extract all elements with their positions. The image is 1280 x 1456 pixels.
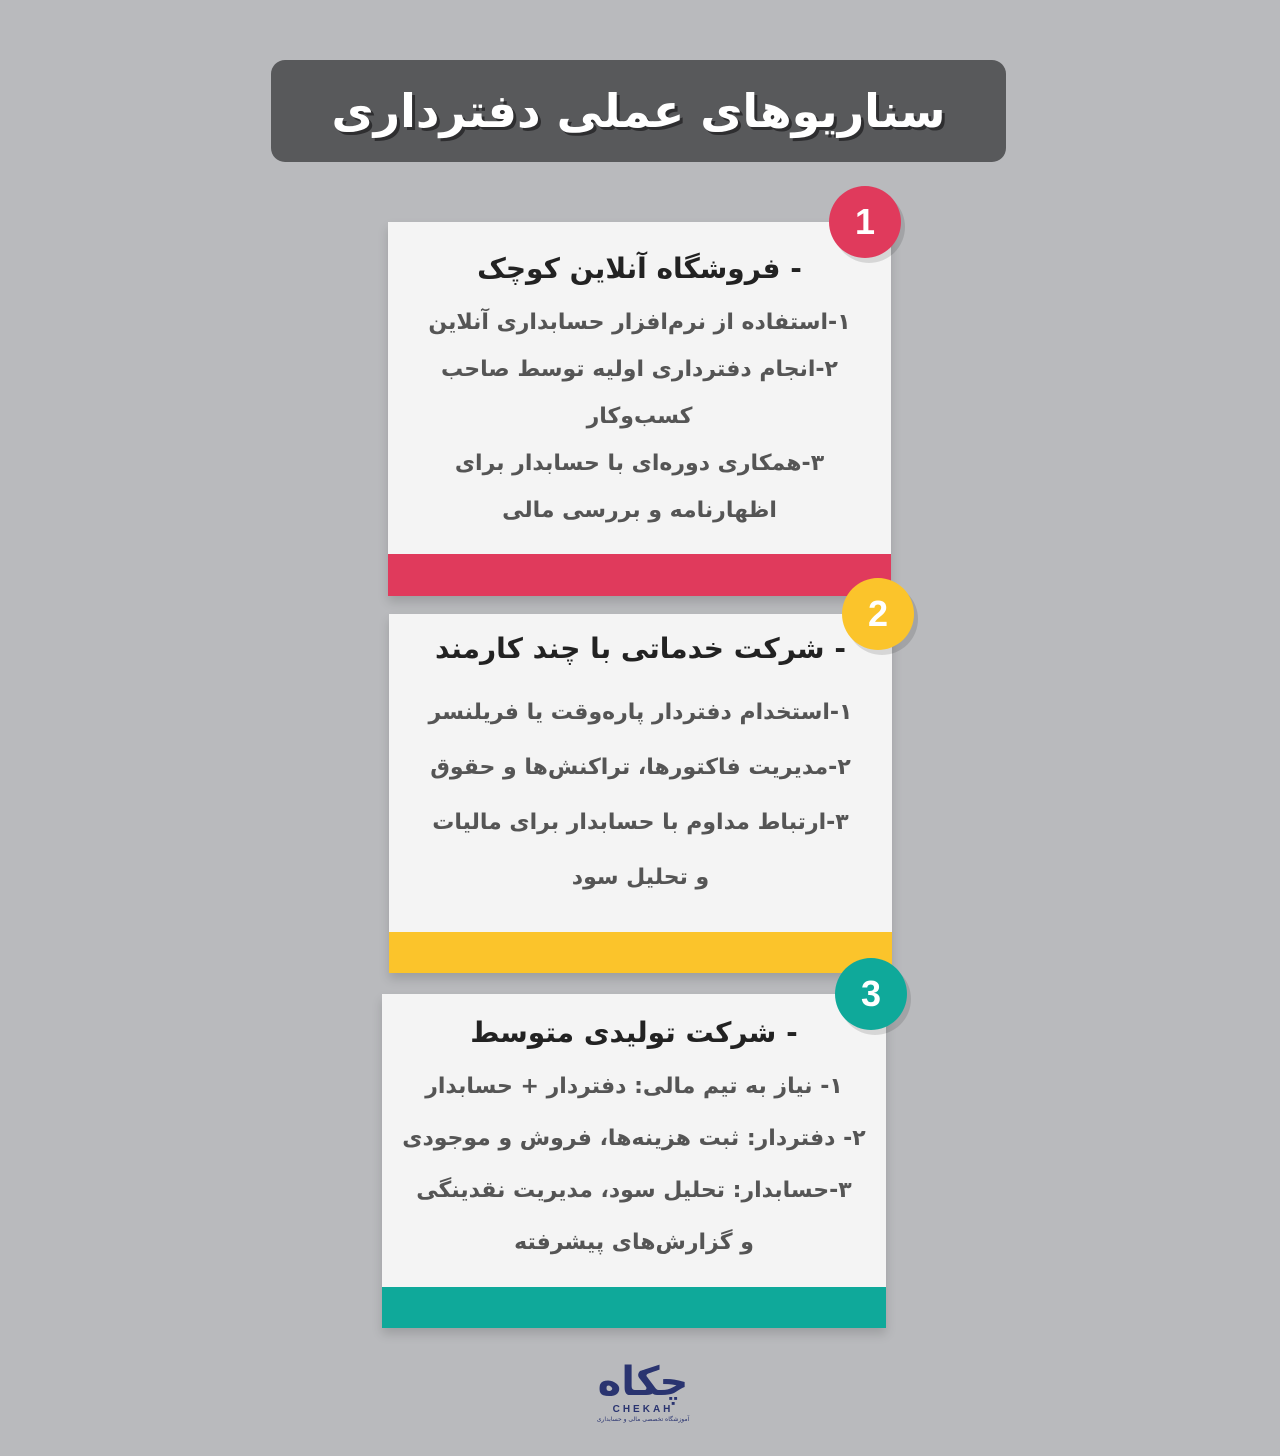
scenario-line: ۱-استخدام دفتردار پاره‌وقت یا فریلنسر	[428, 700, 853, 725]
scenario-line: و تحلیل سود	[571, 865, 710, 890]
scenario-line: ۳-حسابدار: تحلیل سود، مدیریت نقدینگی	[416, 1178, 852, 1203]
scenario-card-3	[382, 994, 886, 1328]
title-banner	[271, 60, 1006, 162]
number-badge-2: 2	[842, 578, 914, 650]
scenario-content	[390, 1016, 878, 1269]
number-badge-1: 1	[829, 186, 901, 258]
scenario-line: ۲-انجام دفترداری اولیه توسط صاحب	[441, 357, 838, 382]
scenario-heading: - فروشگاه آنلاین کوچک	[477, 252, 802, 285]
logo-latin-name: CHEKAH	[612, 1404, 674, 1415]
scenario-content	[403, 632, 878, 905]
scenario-heading: - شرکت خدماتی با چند کارمند	[435, 632, 846, 665]
scenario-card-1	[388, 222, 891, 596]
brand-logo	[578, 1360, 708, 1426]
scenario-line: ۱-استفاده از نرم‌افزار حسابداری آنلاین	[428, 310, 851, 335]
accent-strip	[389, 932, 892, 973]
scenario-line: ۲-مدیریت فاکتورها، تراکنش‌ها و حقوق	[430, 755, 851, 780]
scenario-line: ۳-ارتباط مداوم با حسابدار برای مالیات	[432, 810, 849, 835]
accent-strip	[388, 554, 891, 596]
scenario-card-2	[389, 614, 892, 973]
scenario-line: و گزارش‌های پیشرفته	[514, 1230, 754, 1255]
accent-strip	[382, 1287, 886, 1328]
number-badge-3: 3	[835, 958, 907, 1030]
scenario-line: ۱- نیاز به تیم مالی: دفتردار + حسابدار	[425, 1074, 843, 1099]
page-title: سناریوهای عملی دفترداری	[331, 84, 946, 138]
logo-wordmark: چکاه	[597, 1359, 689, 1405]
scenario-line: کسب‌وکار	[586, 404, 693, 429]
scenario-line: ۲- دفتردار: ثبت هزینه‌ها، فروش و موجودی	[402, 1126, 866, 1151]
scenario-line: اظهارنامه و بررسی مالی	[502, 498, 777, 523]
scenario-content	[408, 252, 871, 534]
scenario-heading: - شرکت تولیدی متوسط	[470, 1016, 798, 1049]
scenario-line: ۳-همکاری دوره‌ای با حسابدار برای	[454, 451, 825, 476]
logo-tagline: آموزشگاه تخصصی مالی و حسابداری	[596, 1416, 690, 1423]
